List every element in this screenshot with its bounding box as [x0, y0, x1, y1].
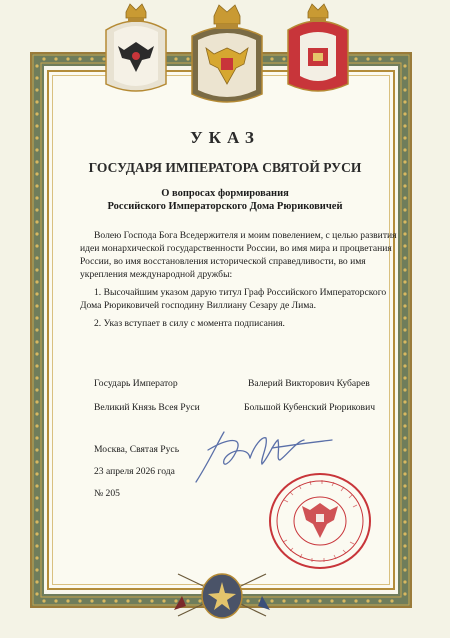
signatory-right-name: Валерий Викторович Кубарев: [248, 378, 370, 389]
decree-topic-line1: О вопросах формирования: [161, 188, 289, 199]
preamble-line: идеи монархической государственности России, во имя мира и процветания: [80, 243, 392, 254]
signatory-left-subtitle: Великий Князь Всея Руси: [94, 402, 200, 413]
signatory-left-title: Государь Император: [94, 378, 178, 389]
double-headed-eagle-crest-icon: [188, 2, 266, 114]
round-seal-icon: [266, 470, 374, 572]
red-mantle-crest-icon: [282, 2, 354, 102]
preamble-line: России, во имя восстановления исторической справедливости, во имя: [80, 256, 366, 267]
imperial-eagle-crest-icon: [100, 2, 172, 102]
clause-1-line: Дома Рюриковичей господину Виллиану Сезару де Лима.: [80, 300, 316, 311]
decree-title: УКАЗ: [190, 128, 260, 147]
preamble-line: укрепления международной дружбы:: [80, 269, 233, 280]
clause-2: 2. Указ вступает в силу с момента подписания.: [94, 318, 285, 329]
preamble-line: Волею Господа Бога Вседержителя и моим повелением, с целью развития: [94, 230, 397, 241]
decree-subtitle: ГОСУДАРЯ ИМПЕРАТОРА СВЯТОЙ РУСИ: [88, 160, 362, 175]
issue-place: Москва, Святая Русь: [94, 444, 180, 455]
decree-number: № 205: [94, 488, 120, 499]
signatory-right-title: Большой Кубенский Рюрикович: [244, 402, 376, 413]
clause-1-line: 1. Высочайшим указом дарую титул Граф Российского Императорского: [94, 287, 387, 298]
decree-topic-line2: Российского Императорского Дома Рюриковичей: [107, 201, 343, 212]
issue-date: 23 апреля 2026 года: [94, 466, 175, 477]
shield-trophy-emblem-icon: [172, 566, 272, 622]
